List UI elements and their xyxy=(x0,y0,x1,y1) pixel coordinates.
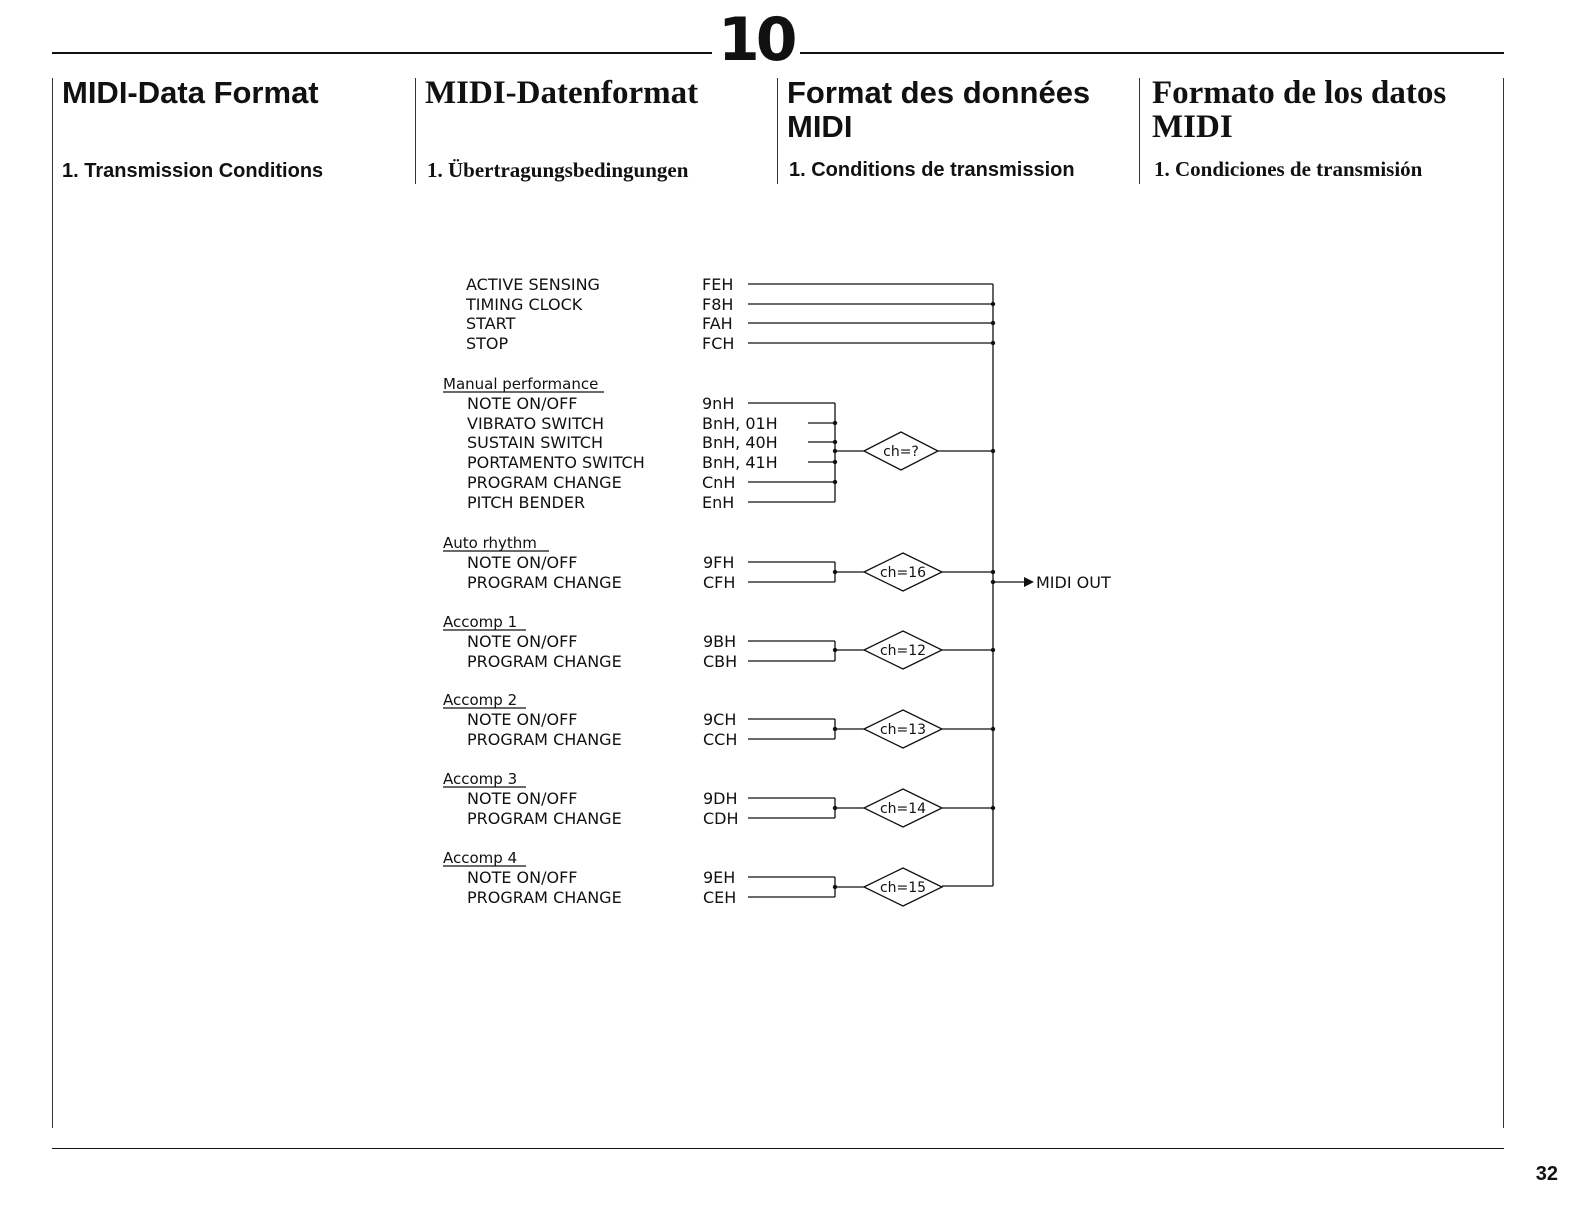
manual-item-code: BnH, 41H xyxy=(702,453,778,472)
realtime-label: ACTIVE SENSING xyxy=(466,275,600,294)
group-title: Accomp 1 xyxy=(443,613,518,631)
column-title-es: Formato de los datos MIDI xyxy=(1152,75,1447,145)
manual-item-label: NOTE ON/OFF xyxy=(467,394,578,413)
group-item-label: NOTE ON/OFF xyxy=(467,789,578,808)
group-title: Accomp 3 xyxy=(443,770,518,788)
group-item-code: CCH xyxy=(703,730,738,749)
group-item-label: NOTE ON/OFF xyxy=(467,710,578,729)
channel-label: ch=13 xyxy=(879,722,927,738)
group-title: Accomp 2 xyxy=(443,691,518,709)
manual-item-code: CnH xyxy=(702,473,736,492)
realtime-code: FEH xyxy=(702,275,734,294)
realtime-code: FAH xyxy=(702,314,733,333)
group-item-code: 9CH xyxy=(703,710,737,729)
group-item-code: 9EH xyxy=(703,868,736,887)
manual-item-label: PROGRAM CHANGE xyxy=(467,473,622,492)
group-item-label: PROGRAM CHANGE xyxy=(467,652,622,671)
column-subtitle-fr: 1. Conditions de transmission xyxy=(789,159,1075,181)
manual-item-code: BnH, 40H xyxy=(702,433,778,452)
channel-label: ch=12 xyxy=(879,643,927,659)
midi-out-label: MIDI OUT xyxy=(1036,573,1111,592)
realtime-label: STOP xyxy=(466,334,509,353)
group-item-label: PROGRAM CHANGE xyxy=(467,730,622,749)
group-item-label: NOTE ON/OFF xyxy=(467,632,578,651)
column-subtitle-en: 1. Transmission Conditions xyxy=(62,160,324,182)
group-title: Accomp 4 xyxy=(443,849,518,867)
group-item-label: NOTE ON/OFF xyxy=(467,553,578,572)
realtime-label: TIMING CLOCK xyxy=(466,295,583,314)
channel-label: ch=? xyxy=(883,444,919,460)
group-item-code: 9FH xyxy=(703,553,735,572)
column-title-en: MIDI-Data Format xyxy=(62,75,319,110)
manual-item-code: EnH xyxy=(702,493,735,512)
column-subtitle-es: 1. Condiciones de transmisión xyxy=(1154,157,1423,181)
group-item-label: PROGRAM CHANGE xyxy=(467,809,622,828)
manual-item-label: SUSTAIN SWITCH xyxy=(467,433,604,452)
manual-item-label: VIBRATO SWITCH xyxy=(467,414,604,433)
group-item-code: 9BH xyxy=(703,632,737,651)
group-item-code: CFH xyxy=(703,573,736,592)
group-title: Auto rhythm xyxy=(443,534,537,552)
manual-item-code: 9nH xyxy=(702,394,735,413)
group-item-code: 9DH xyxy=(703,789,738,808)
column-title-fr: Format des données MIDI xyxy=(787,75,1091,144)
group-item-label: NOTE ON/OFF xyxy=(467,868,578,887)
manual-item-label: PORTAMENTO SWITCH xyxy=(467,453,645,472)
group-item-code: CEH xyxy=(703,888,737,907)
manual-item-code: BnH, 01H xyxy=(702,414,778,433)
chapter-number: 10 xyxy=(712,10,800,70)
channel-label: ch=15 xyxy=(879,880,927,896)
page-number: 32 xyxy=(1535,1163,1558,1185)
manual-item-label: PITCH BENDER xyxy=(467,493,586,512)
group-item-code: CBH xyxy=(703,652,738,671)
group-title: Manual performance xyxy=(443,375,599,393)
group-item-label: PROGRAM CHANGE xyxy=(467,888,622,907)
channel-label: ch=14 xyxy=(879,801,927,817)
group-item-code: CDH xyxy=(703,809,739,828)
realtime-label: START xyxy=(466,314,516,333)
group-item-label: PROGRAM CHANGE xyxy=(467,573,622,592)
realtime-code: F8H xyxy=(702,295,734,314)
realtime-code: FCH xyxy=(702,334,735,353)
bottom-rule xyxy=(52,1148,1504,1149)
column-subtitle-de: 1. Übertragungsbedingungen xyxy=(427,158,689,182)
channel-label: ch=16 xyxy=(879,565,927,581)
column-title-de: MIDI-Datenformat xyxy=(425,75,699,111)
